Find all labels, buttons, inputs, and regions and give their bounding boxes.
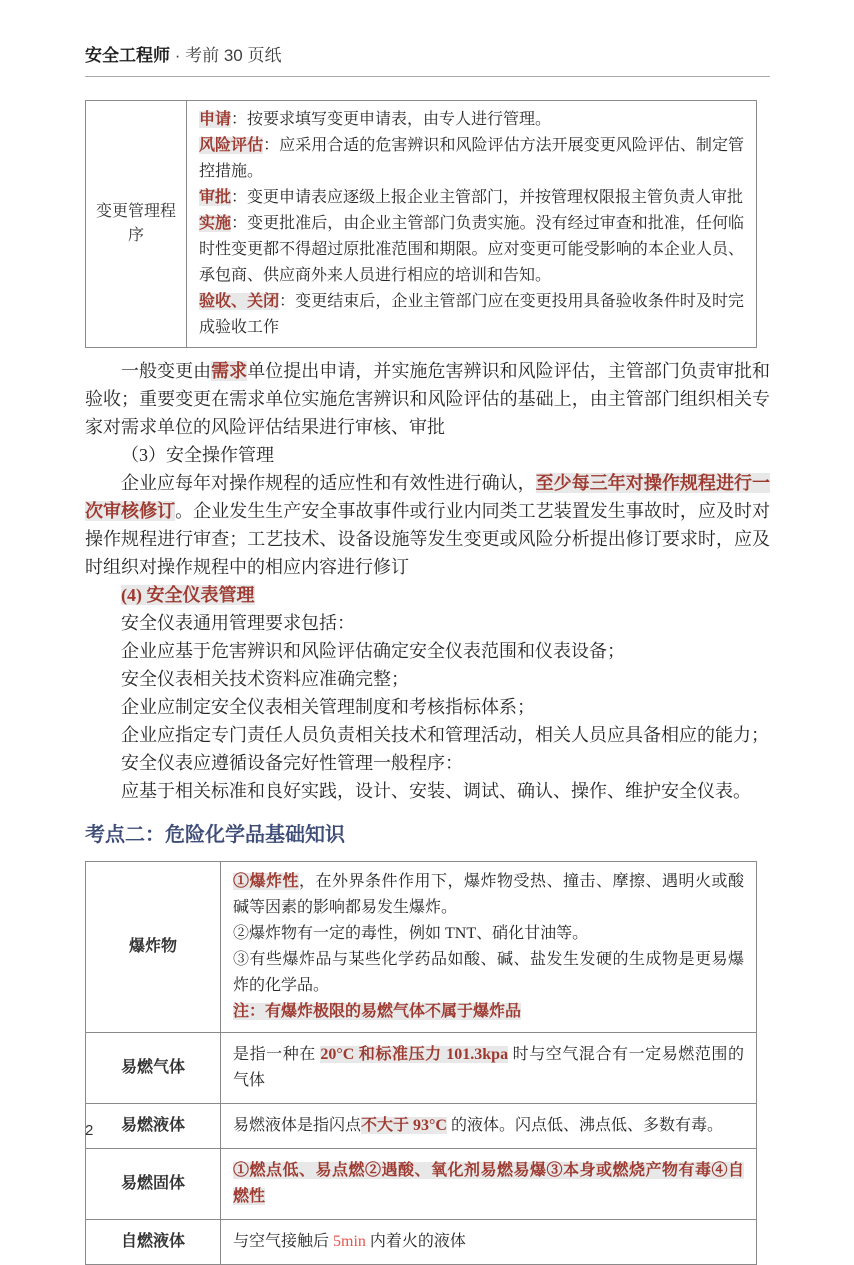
row-label-flammable-liquid: 易燃液体	[86, 1104, 221, 1149]
row-label-pyrophoric-liquid: 自燃液体	[86, 1220, 221, 1265]
term-implementation-text: ：变更批准后，由企业主管部门负责实施。没有经过审查和批准，任何临时性变更都不得超过原批准范围和期限。应对变更可能受影响的本企业人员、承包商、供应商外来人员进行相应的培训和告知。	[199, 215, 744, 284]
term-acceptance-close: 验收、关闭	[199, 293, 280, 310]
row-label-flammable-solid: 易燃固体	[86, 1149, 221, 1220]
term-apply-text: ：按要求填写变更申请表，由专人进行管理。	[231, 111, 552, 128]
page-header	[85, 0, 770, 77]
paragraph-general-change	[85, 357, 770, 441]
change-procedure-content	[187, 101, 757, 348]
header-subtitle: · 考前 30 页纸	[170, 46, 282, 65]
section3-highlight: 至少每三年对操作规程进行一次审核修订	[85, 473, 770, 521]
flammable-gas-pre: 是指一种在	[233, 1046, 321, 1063]
instrument-item: 企业应指定专门责任人员负责相关技术和管理活动，相关人员应具备相应的能力；	[121, 725, 769, 745]
instrument-item: 应基于相关标准和良好实践，设计、安装、调试、确认、操作、维护安全仪表。	[121, 781, 751, 801]
flammable-liquid-content	[221, 1104, 757, 1149]
procedure-line-apply	[199, 107, 744, 133]
pyrophoric-liquid-time: 5min	[333, 1233, 366, 1250]
procedure-line-risk-assessment	[199, 133, 744, 185]
general-change-highlight: 需求	[211, 361, 248, 381]
explosives-point3: ③有些爆炸品与某些化学药品如酸、碱、盐发生发硬的生成物是更易爆炸的化学品。	[233, 951, 744, 994]
table-row-flammable-solid	[86, 1149, 757, 1220]
explosives-point1	[233, 869, 744, 921]
term-acceptance-close-text: ：变更结束后，企业主管部门应在变更投用具备验收条件时及时完成验收工作	[199, 293, 744, 336]
pyrophoric-liquid-content	[221, 1220, 757, 1265]
term-risk-assessment: 风险评估	[199, 137, 264, 154]
general-change-post: 单位提出申请，并实施危害辨识和风险评估，主管部门负责审批和验收；重要变更在需求单位实施危害辨识和风险评估的基础上，由主管部门组织相关专家对需求单位的风险评估结果进行审核、审批	[85, 361, 771, 437]
section3-paragraph	[85, 469, 770, 581]
flammable-gas-highlight: 20°C 和标准压力 101.3kpa	[320, 1046, 509, 1063]
section3-heading: （3）安全操作管理	[121, 445, 274, 465]
flammable-gas-post: 时与空气混合有一定易燃范围的气体	[233, 1046, 744, 1089]
table-row-pyrophoric-liquid	[86, 1220, 757, 1265]
instrument-item: 企业应制定安全仪表相关管理制度和考核指标体系；	[121, 697, 535, 717]
instrument-item: 安全仪表应遵循设备完好性管理一般程序：	[121, 753, 463, 773]
term-risk-assessment-text: ：应采用合适的危害辨识和风险评估方法开展变更风险评估、制定管控措施。	[199, 137, 744, 180]
procedure-line-approval	[199, 185, 744, 211]
instrument-item: 企业应基于危害辨识和风险评估确定安全仪表范围和仪表设备；	[121, 641, 625, 661]
row-label-explosives: 爆炸物	[86, 862, 221, 1033]
header-brand: 安全工程师	[85, 46, 170, 65]
term-implementation: 实施	[199, 215, 232, 232]
topic2-heading: 考点二：危险化学品基础知识	[85, 824, 345, 846]
section4-heading: (4) 安全仪表管理	[121, 585, 255, 605]
row-label-change-procedure: 变更管理程序	[86, 101, 187, 348]
pyrophoric-liquid-post: 内着火的液体	[365, 1233, 466, 1250]
table-row-flammable-gas	[86, 1033, 757, 1104]
explosives-point2: ②爆炸物有一定的毒性，例如 TNT、硝化甘油等。	[233, 925, 589, 942]
procedure-line-implementation	[199, 211, 744, 289]
section3-pre: 企业应每年对操作规程的适应性和有效性进行确认，	[121, 473, 536, 493]
explosives-point1-text: ，在外界条件作用下，爆炸物受热、撞击、摩擦、遇明火或酸碱等因素的影响都易发生爆炸。	[233, 873, 744, 916]
flammable-solid-highlight: ①燃点低、易点燃②遇酸、氧化剂易燃易爆③本身或燃烧产物有毒④自燃性	[233, 1162, 744, 1205]
flammable-solid-content	[221, 1149, 757, 1220]
procedure-line-acceptance-close	[199, 289, 744, 341]
flammable-gas-content	[221, 1033, 757, 1104]
explosives-content	[221, 862, 757, 1033]
instrument-item: 安全仪表相关技术资料应准确完整；	[121, 669, 409, 689]
flammable-liquid-post: 的液体。闪点低、沸点低、多数有毒。	[446, 1117, 723, 1134]
pyrophoric-liquid-pre: 与空气接触后	[233, 1233, 334, 1250]
explosives-point1-highlight: ①爆炸性	[233, 873, 299, 890]
term-approval-text: ：变更申请表应逐级上报企业主管部门，并按管理权限报主管负责人审批	[231, 189, 744, 206]
table-row-explosives	[86, 862, 757, 1033]
instrument-item: 安全仪表通用管理要求包括：	[121, 613, 355, 633]
term-apply: 申请	[199, 111, 232, 128]
table-row	[86, 101, 757, 348]
explosives-note: 注：有爆炸极限的易燃气体不属于爆炸品	[233, 1003, 522, 1020]
section4-heading-line	[85, 581, 770, 609]
explosives-note-line	[233, 999, 744, 1025]
change-management-table	[85, 100, 757, 348]
term-approval: 审批	[199, 189, 232, 206]
hazardous-chemicals-table	[85, 861, 757, 1265]
page-number: 2	[85, 1122, 94, 1139]
flammable-liquid-pre: 易燃液体是指闪点	[233, 1117, 362, 1134]
row-label-flammable-gas: 易燃气体	[86, 1033, 221, 1104]
flammable-liquid-highlight: 不大于 93°C	[361, 1117, 447, 1134]
table-row-flammable-liquid	[86, 1104, 757, 1149]
general-change-pre: 一般变更由	[121, 361, 212, 381]
section3-post: 。企业发生生产安全事故事件或行业内同类工艺装置发生事故时，应及时对操作规程进行审查；工艺技术、设备设施等发生变更或风险分析提出修订要求时，应及时组织对操作规程中的相应内容进行修订	[85, 501, 771, 577]
